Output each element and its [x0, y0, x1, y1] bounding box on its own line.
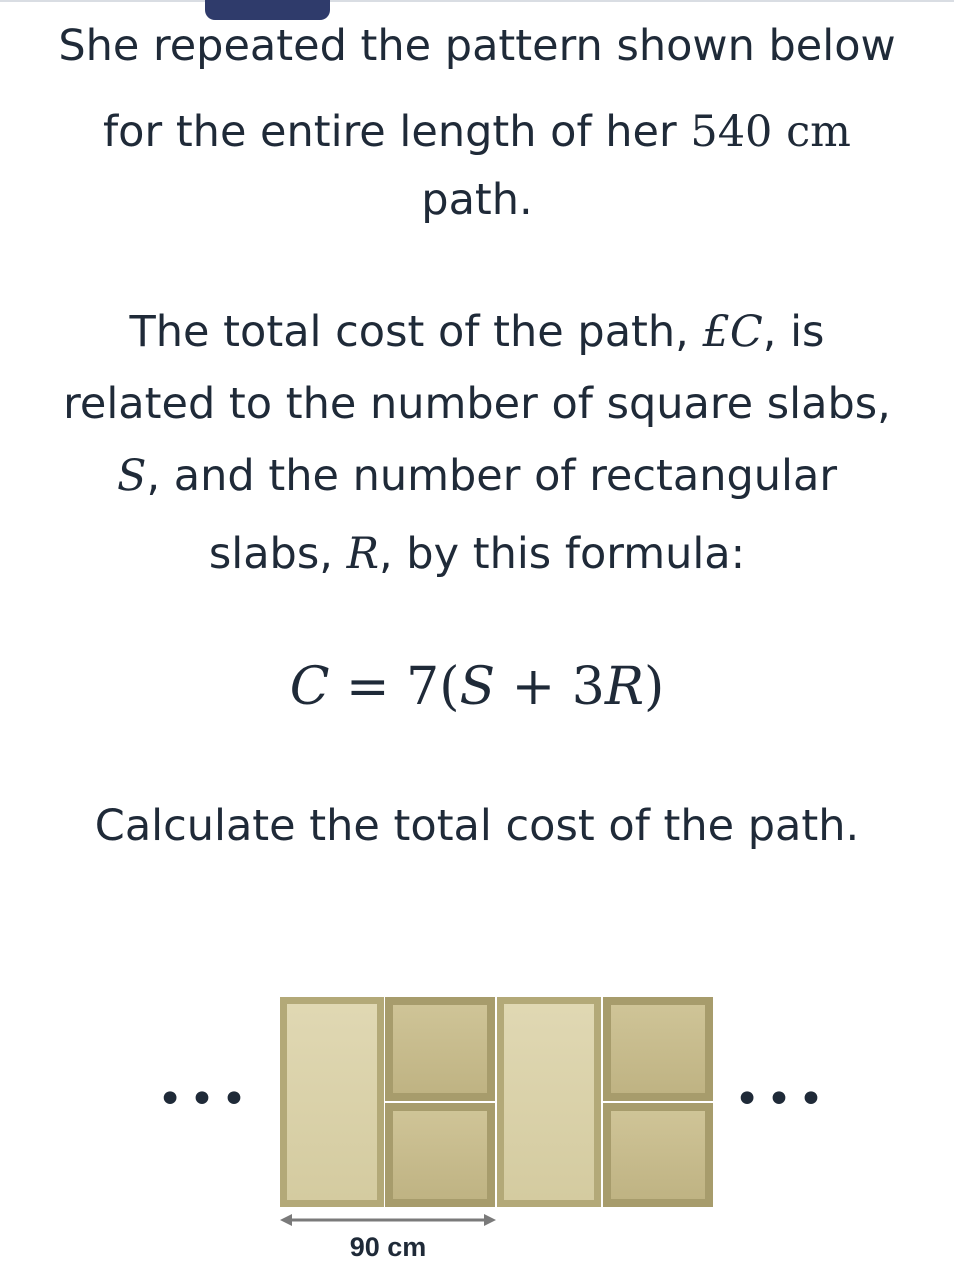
top-divider [0, 0, 954, 2]
cost-variable: C [729, 307, 763, 357]
formula-close: ) [644, 657, 665, 717]
formula-coef: 7( [406, 657, 460, 717]
paragraph1-line1: She repeated the pattern shown below [58, 21, 896, 71]
currency-symbol: £ [702, 307, 730, 357]
paragraph1-line2-prefix: for the entire length of her [103, 107, 691, 157]
top-tab-indicator [205, 0, 330, 20]
ellipsis-left: ••• [157, 1074, 253, 1125]
paragraph2-line3 [0, 448, 954, 504]
square-slab [603, 1103, 713, 1207]
measurement-arrow [280, 1214, 496, 1226]
formula-var-s: S [459, 657, 496, 717]
square-slab [385, 997, 495, 1101]
measure-label: 90 cm [349, 1232, 427, 1261]
formula-equals: = [329, 657, 407, 717]
path-length-unit: cm [772, 107, 851, 157]
formula-var-r: R [604, 657, 644, 717]
paragraph2-line1-suffix: , is [762, 307, 825, 357]
paragraph2-line1 [0, 304, 954, 360]
paragraph2-line2: related to the number of square slabs, [63, 379, 891, 429]
paragraph2-line4-suffix: , by this formula: [378, 529, 746, 579]
formula-plus: + 3 [495, 657, 605, 717]
paragraph2-line3-suffix: , and the number of rectangular [146, 451, 838, 501]
slab-pattern-diagram [0, 985, 954, 1261]
square-slab [385, 1103, 495, 1207]
paragraph2-line4-prefix: slabs, [208, 529, 347, 579]
cost-formula [0, 654, 954, 720]
paragraph1-line3: path. [421, 175, 533, 225]
ellipsis-right: ••• [734, 1074, 830, 1125]
square-slab-variable: S [116, 451, 147, 501]
rectangular-slab [497, 997, 601, 1207]
paragraph1-line2 [0, 104, 954, 160]
rect-slab-variable: R [346, 529, 379, 579]
formula-lhs: C [289, 657, 330, 717]
question-text: Calculate the total cost of the path. [94, 801, 860, 851]
rectangular-slab [280, 997, 384, 1207]
path-length-value: 540 [690, 107, 773, 157]
square-slab [603, 997, 713, 1101]
paragraph2-line4 [0, 526, 954, 582]
paragraph2-line1-prefix: The total cost of the path, [129, 307, 703, 357]
